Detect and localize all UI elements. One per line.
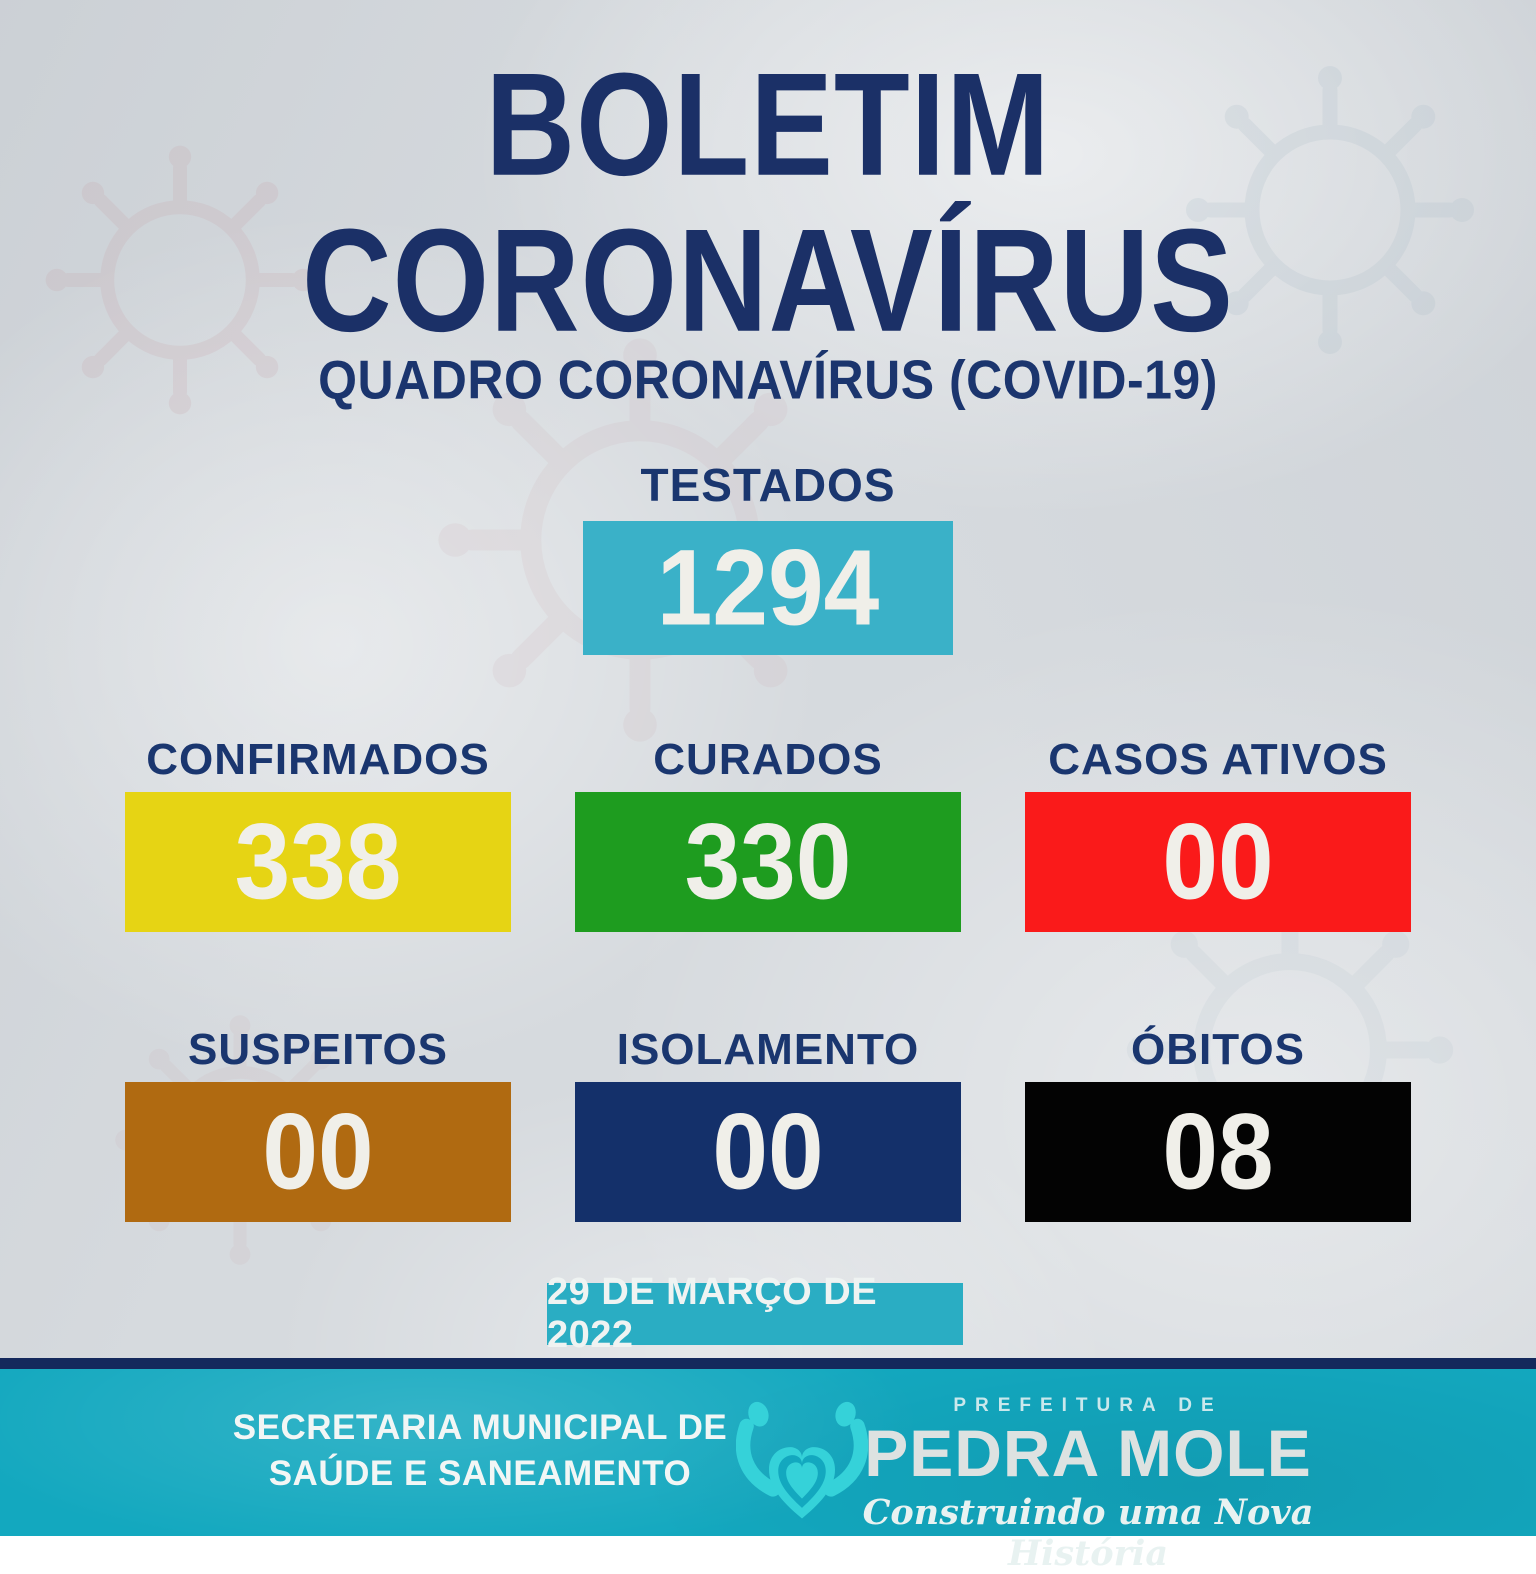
date-label: 29 DE MARÇO DE 2022 <box>547 1271 878 1356</box>
stat-value-casos-ativos: 00 <box>1162 801 1274 923</box>
stats-row-1 <box>0 736 1536 932</box>
stat-value-box-isolamento <box>575 1082 961 1222</box>
date-badge <box>547 1271 963 1356</box>
stat-card-obitos <box>1025 1026 1411 1222</box>
stat-label-testados: TESTADOS <box>640 459 896 511</box>
stat-label-curados: CURADOS <box>653 735 883 784</box>
org-name-line1: SECRETARIA MUNICIPAL DE <box>232 1408 728 1447</box>
page-subtitle: QUADRO CORONAVÍRUS (COVID-19) <box>318 349 1218 411</box>
stat-card-confirmados <box>125 736 511 932</box>
stat-card-isolamento <box>575 1026 961 1222</box>
org-name-line2: SAÚDE E SANEAMENTO <box>268 1454 692 1494</box>
stat-value-confirmados: 338 <box>234 801 402 923</box>
stat-card-testados <box>0 460 1536 655</box>
footer-divider <box>0 1358 1536 1369</box>
stat-label-obitos: ÓBITOS <box>1131 1025 1305 1074</box>
stat-value-box-casos-ativos <box>1025 792 1411 932</box>
stat-value-box-testados <box>583 521 953 655</box>
city-brand <box>858 1395 1318 1574</box>
brand-prefeitura-label: PREFEITURA DE <box>953 1395 1223 1416</box>
stat-card-casos-ativos <box>1025 736 1411 932</box>
stat-value-obitos: 08 <box>1162 1091 1274 1213</box>
page-title-line2: CORONAVÍRUS <box>302 199 1234 363</box>
stat-value-isolamento: 00 <box>712 1091 824 1213</box>
stat-value-testados: 1294 <box>656 527 880 649</box>
stat-value-box-confirmados <box>125 792 511 932</box>
org-name <box>170 1405 790 1497</box>
stat-value-box-suspeitos <box>125 1082 511 1222</box>
stat-label-suspeitos: SUSPEITOS <box>187 1025 449 1074</box>
stat-label-casos-ativos: CASOS ATIVOS <box>1048 735 1388 784</box>
stat-value-curados: 330 <box>684 801 852 923</box>
page-title-line1: BOLETIM <box>485 43 1051 207</box>
brand-city-name: PEDRA MOLE <box>864 1416 1312 1490</box>
footer-bar <box>0 1369 1536 1574</box>
stat-value-box-obitos <box>1025 1082 1411 1222</box>
stat-label-confirmados: CONFIRMADOS <box>146 735 490 784</box>
brand-tagline: Construindo uma Nova História <box>862 1492 1314 1574</box>
people-heart-icon <box>736 1397 868 1529</box>
stat-label-isolamento: ISOLAMENTO <box>616 1025 920 1074</box>
stat-value-box-curados <box>575 792 961 932</box>
stat-card-suspeitos <box>125 1026 511 1222</box>
stat-value-suspeitos: 00 <box>262 1091 374 1213</box>
stat-card-curados <box>575 736 961 932</box>
stats-row-2 <box>0 1026 1536 1222</box>
